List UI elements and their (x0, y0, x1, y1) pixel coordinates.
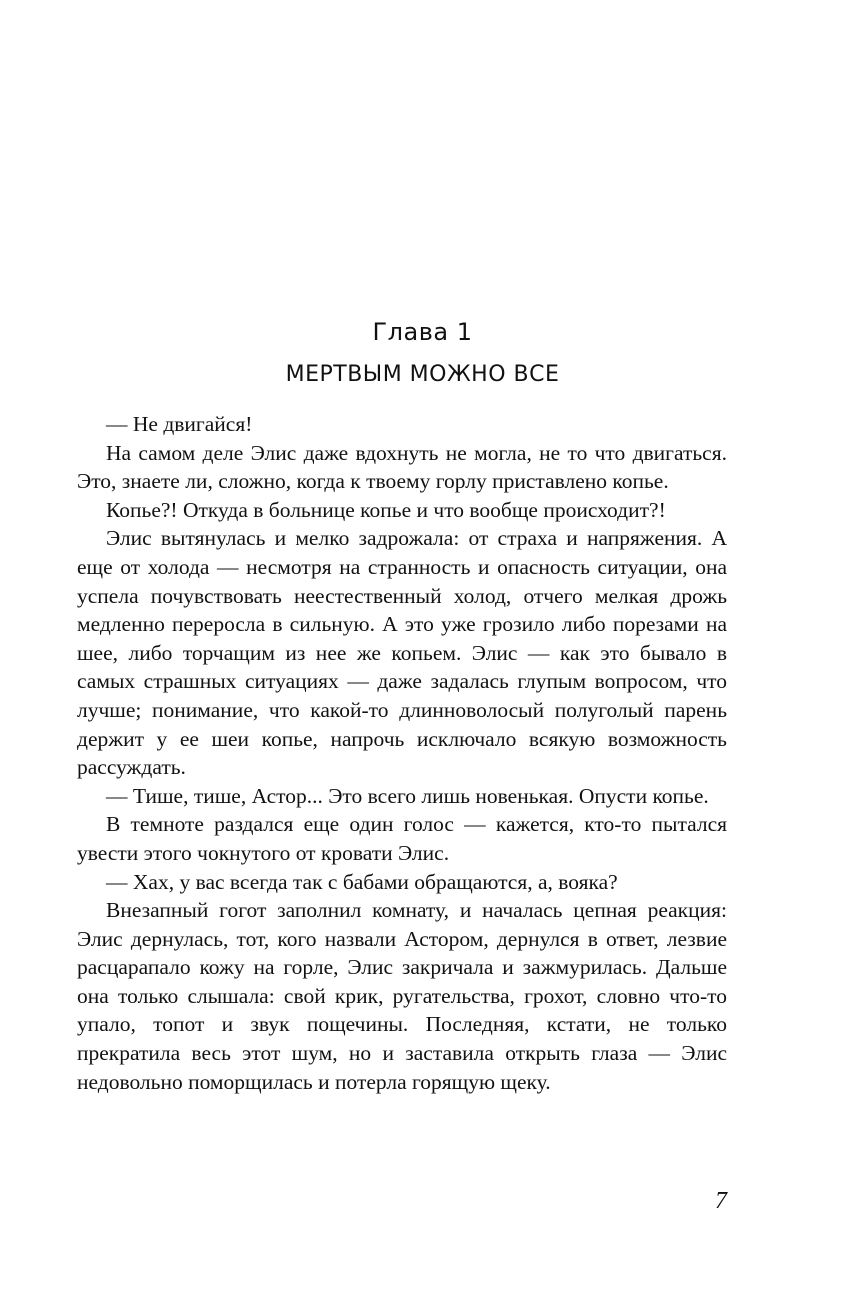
paragraph: Элис вытянулась и мелко задрожала: от страха и напряжения. А еще от холода — несмотря на странность и опасность ситуации, она успела почувствовать неестественный холод, отчего мелкая дрожь медленно переросла в сильную. А это уже грозило либо порезами на шее, либо торчащим из нее же копьем. Элис — как это бывало в самых страшных ситуациях — даже задалась глупым вопросом, что лучше; понимание, что какой-то длинноволосый полуголый парень держит у ее шеи копье, напрочь исключало всякую возможность рассуждать. (77, 526, 727, 780)
paragraph: Внезапный гогот заполнил комнату, и началась цепная реакция: Элис дернулась, тот, кого назвали Астором, дернулся в ответ, лезвие расцарапало кожу на горле, Элис закричала и зажмурилась. Дальше она только слышала: свой крик, ругательства, грохот, словно что-то упало, топот и звук пощечины. Последняя, кстати, не только прекратила весь этот шум, но и заставила открыть глаза — Элис недовольно поморщилась и потерла горящую щеку. (77, 898, 727, 1094)
chapter-label: Глава 1 (372, 318, 473, 346)
page-number: 7 (715, 1188, 727, 1214)
paragraph: В темноте раздался еще один голос — кажется, кто-то пытался увести этого чокнутого от кровати Элис. (77, 812, 727, 865)
paragraph: — Тише, тише, Астор... Это всего лишь новенькая. Опусти копье. (106, 783, 709, 808)
paragraph: На самом деле Элис даже вдохнуть не могла, не то что двигаться. Это, знаете ли, сложно, когда к твоему горлу приставлено копье. (77, 440, 727, 494)
chapter-title: МЕРТВЫМ МОЖНО ВСЕ (285, 362, 560, 387)
paragraph: — Не двигайся! (106, 412, 253, 436)
paragraph: — Хах, у вас всегда так с бабами обращаются, а, вояка? (106, 869, 618, 894)
chapter-body (77, 410, 727, 1096)
paragraph: Копье?! Откуда в больнице копье и что вообще происходит?! (106, 497, 666, 522)
